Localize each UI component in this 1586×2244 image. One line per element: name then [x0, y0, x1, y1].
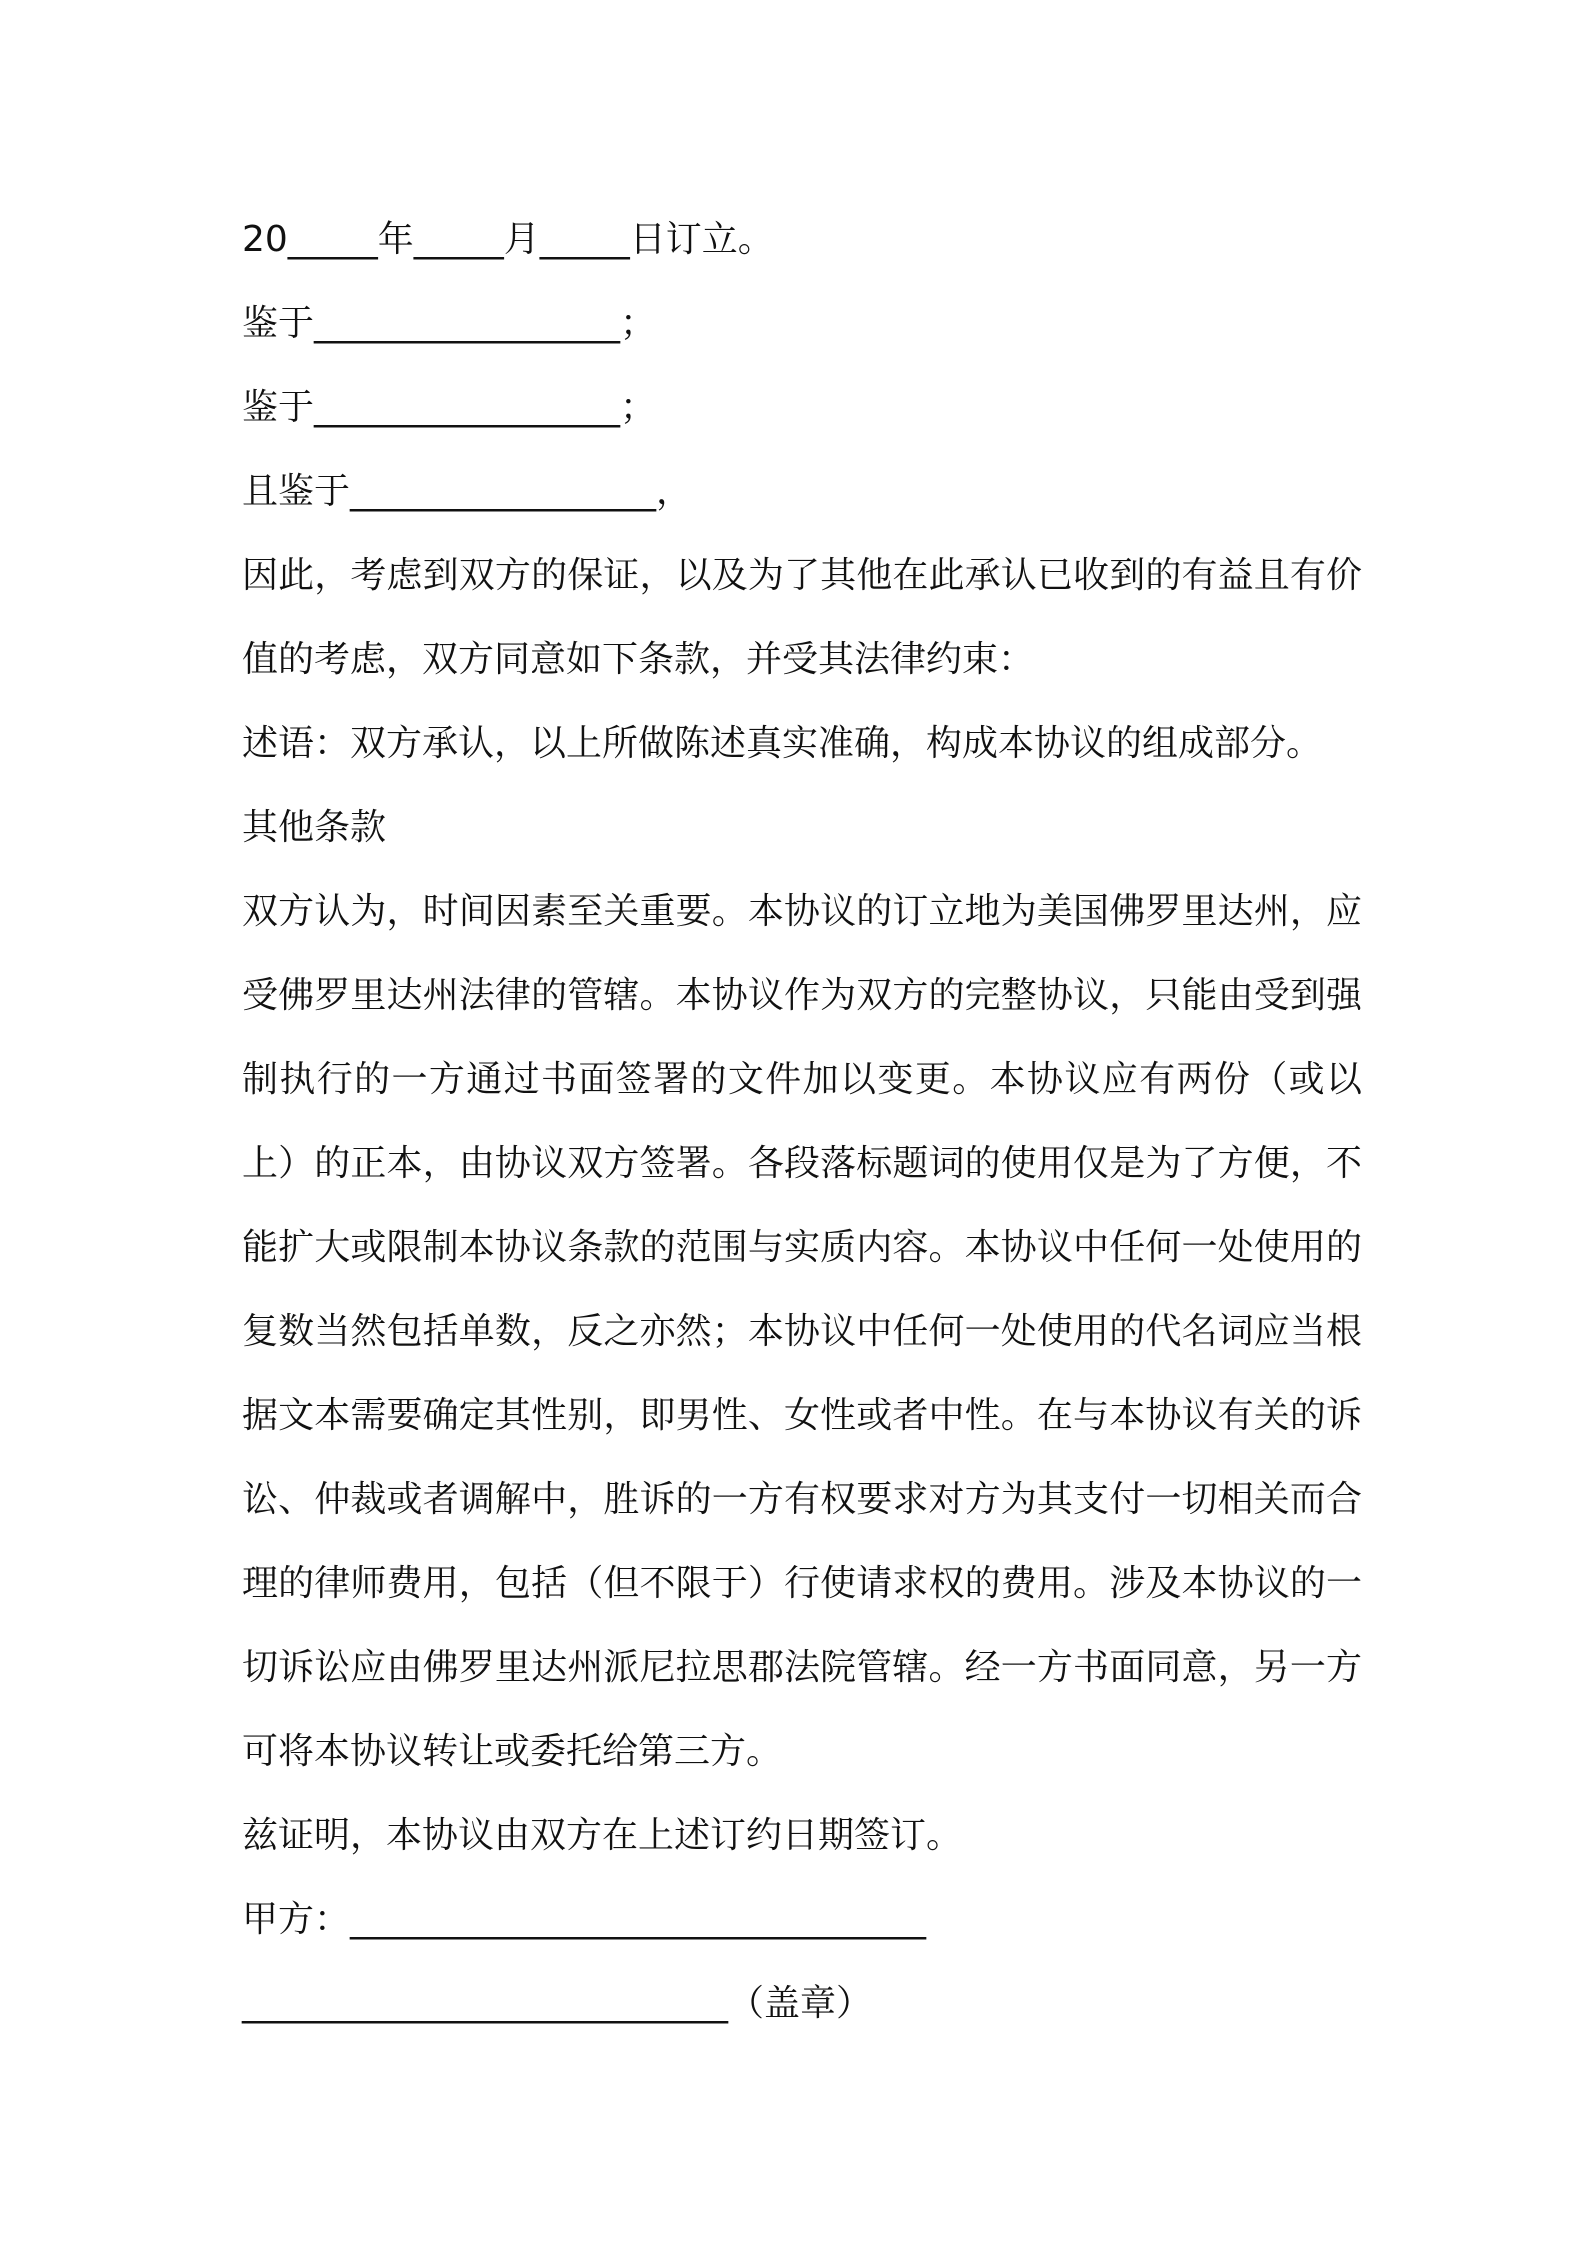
date-line: 20_____年_____月_____日订立。: [242, 219, 774, 260]
party-a-signature-line: 甲方：________________________________: [242, 1899, 927, 1940]
witness-line: 兹证明，本协议由双方在上述订约日期签订。: [242, 1815, 963, 1856]
whereas-clause-2: 鉴于_________________；: [242, 387, 657, 428]
misc-heading: 其他条款: [242, 807, 387, 848]
whereas-clause-1: 鉴于_________________；: [242, 303, 657, 344]
recitals-paragraph: 述语：双方承认，以上所做陈述真实准确，构成本协议的组成部分。: [242, 723, 1323, 764]
document-body: [242, 198, 1362, 2046]
consideration-paragraph: 因此，考虑到双方的保证，以及为了其他在此承认已收到的有益且有价值的考虑，双方同意如下条款，并受其法律约束：: [242, 555, 1362, 680]
whereas-clause-3: 且鉴于_________________，: [242, 471, 693, 512]
seal-line: ___________________________（盖章）: [242, 1983, 873, 2024]
misc-body-paragraph: 双方认为，时间因素至关重要。本协议的订立地为美国佛罗里达州，应受佛罗里达州法律的管辖。本协议作为双方的完整协议，只能由受到强制执行的一方通过书面签署的文件加以变更。本协议应有两份（或以上）的正本，由协议双方签署。各段落标题词的使用仅是为了方便，不能扩大或限制本协议条款的范围与实质内容。本协议中任何一处使用的复数当然包括单数，反之亦然；本协议中任何一处使用的代名词应当根据文本需要确定其性别，即男性、女性或者中性。在与本协议有关的诉讼、仲裁或者调解中，胜诉的一方有权要求对方为其支付一切相关而合理的律师费用，包括（但不限于）行使请求权的费用。涉及本协议的一切诉讼应由佛罗里达州派尼拉思郡法院管辖。经一方书面同意，另一方可将本协议转让或委托给第三方。: [242, 891, 1362, 1772]
